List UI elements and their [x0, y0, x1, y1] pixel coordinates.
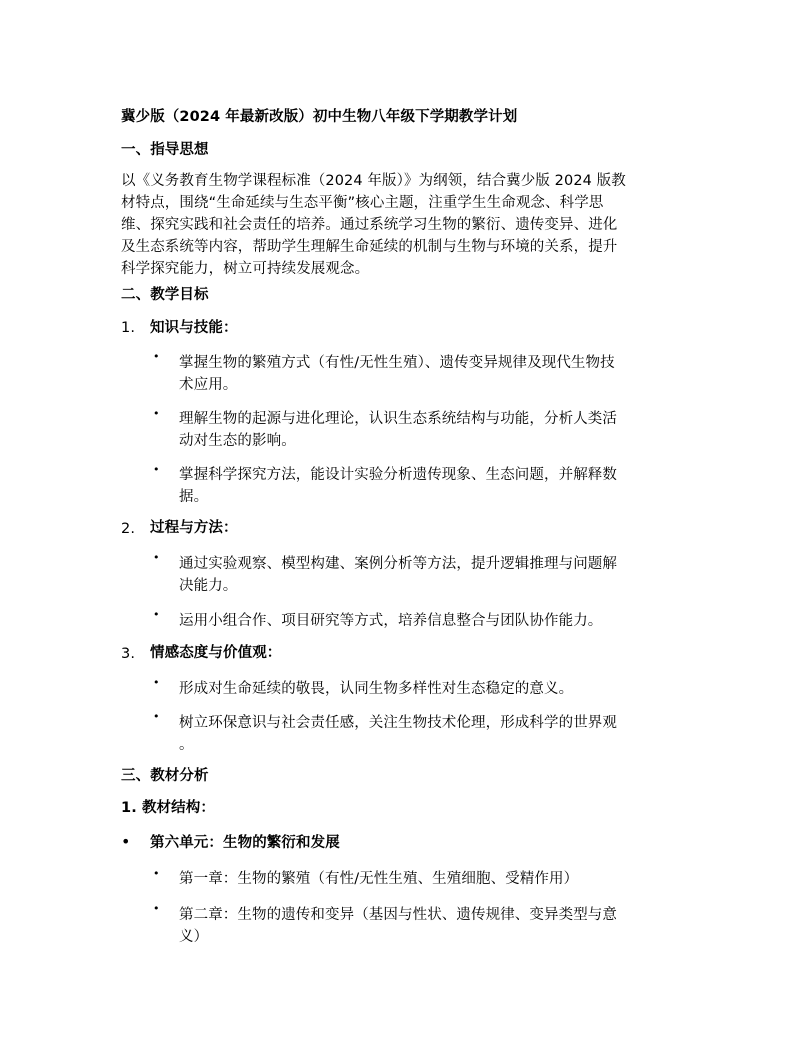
bullet-icon: •	[153, 350, 160, 363]
list-item-line: 动对生态的影响。	[179, 433, 296, 449]
list-item-line: 术应用。	[179, 377, 238, 393]
section-heading-textbook-analysis: 三、教材分析	[121, 768, 209, 784]
paragraph-line: 材特点，围绕“生命延续与生态平衡”核心主题，注重学生生命观念、科学思	[121, 195, 604, 211]
bullet-icon: •	[153, 463, 160, 476]
list-number: 3.	[121, 646, 136, 662]
list-item-line: 掌握科学探究方法，能设计实验分析遗传现象、生态问题，并解释数	[179, 467, 617, 483]
list-item-line: 通过实验观察、模型构建、案例分析等方法，提升逻辑推理与问题解	[179, 556, 617, 572]
bullet-icon: •	[153, 407, 160, 420]
list-item-line: 第二章：生物的遗传和变异（基因与性状、遗传规律、变异类型与意	[179, 907, 617, 923]
goal-label-process-method: 过程与方法：	[150, 520, 238, 536]
list-item-line: 。	[179, 737, 194, 753]
paragraph-line: 以《义务教育生物学课程标准（2024 年版）》为纲领，结合冀少版 2024 版教	[121, 173, 626, 189]
bullet-icon: •	[153, 551, 160, 564]
goal-label-attitude-values: 情感态度与价值观：	[150, 645, 282, 661]
list-number: 2.	[121, 521, 136, 537]
section-heading-teaching-goals: 二、教学目标	[121, 287, 209, 303]
section-heading-guiding-ideology: 一、指导思想	[121, 142, 209, 158]
list-item-line: 形成对生命延续的敬畏，认同生物多样性对生态稳定的意义。	[179, 681, 574, 697]
bullet-icon: •	[153, 676, 160, 689]
paragraph-line: 科学探究能力，树立可持续发展观念。	[121, 261, 370, 277]
unit-title: 第六单元：生物的繁衍和发展	[150, 835, 340, 851]
bullet-icon: •	[121, 832, 131, 851]
doc-title: 冀少版（2024 年最新改版）初中生物八年级下学期教学计划	[121, 109, 518, 125]
bullet-icon: •	[153, 710, 160, 723]
list-item-line: 义）	[179, 929, 209, 945]
paragraph-line: 维、探究实践和社会责任的培养。通过系统学习生物的繁衍、遗传变异、进化	[121, 217, 618, 233]
bullet-icon: •	[153, 867, 160, 880]
list-number: 1.	[121, 320, 136, 336]
list-item-line: 运用小组合作、项目研究等方式，培养信息整合与团队协作能力。	[179, 613, 603, 629]
list-item-line: 掌握生物的繁殖方式（有性/无性生殖）、遗传变异规律及现代生物技	[179, 355, 615, 371]
list-item-line: 理解生物的起源与进化理论，认识生态系统结构与功能，分析人类活	[179, 411, 617, 427]
bullet-icon: •	[153, 902, 160, 915]
list-item-line: 树立环保意识与社会责任感，关注生物技术伦理，形成科学的世界观	[179, 715, 617, 731]
list-item-line: 据。	[179, 489, 209, 505]
subheading-textbook-structure: 1. 教材结构：	[121, 800, 215, 816]
paragraph-line: 及生态系统等内容，帮助学生理解生命延续的机制与生物与环境的关系，提升	[121, 239, 618, 255]
bullet-icon: •	[153, 608, 160, 621]
list-item-line: 第一章：生物的繁殖（有性/无性生殖、生殖细胞、受精作用）	[179, 871, 579, 887]
list-item-line: 决能力。	[179, 578, 238, 594]
goal-label-knowledge-skills: 知识与技能：	[150, 320, 238, 336]
